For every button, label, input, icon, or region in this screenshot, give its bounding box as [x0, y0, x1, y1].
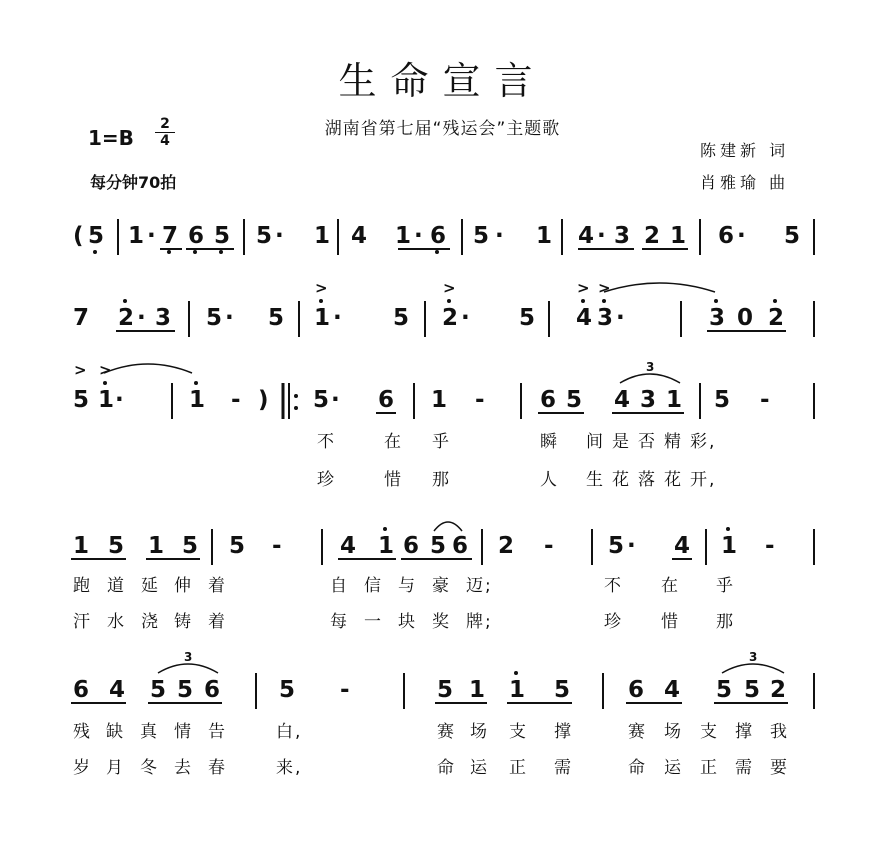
composer-credit: 肖雅瑜 曲 [700, 173, 790, 192]
row2-note: 2 [118, 305, 135, 331]
row3-note: 1 [431, 387, 448, 413]
row1-note: 5 [88, 223, 105, 249]
lyric-verse2: 春 [208, 758, 227, 778]
lyric-verse1: 告 [208, 722, 227, 742]
row5-note: 1 [509, 677, 526, 703]
row1-note: 6 [718, 223, 735, 249]
slur-tie [434, 522, 462, 531]
octave-dot [714, 299, 718, 303]
row4-note: 6 [452, 533, 469, 559]
accent-mark: > [74, 361, 87, 379]
lyric-verse1: 撑 [735, 722, 754, 742]
row4-note: 1 [378, 533, 395, 559]
lyric-verse1: 不 [604, 576, 623, 596]
row1-note: 6 [430, 223, 447, 249]
lyric-verse1: 赛 [437, 722, 456, 742]
row4-note: - [272, 533, 282, 559]
octave-dot [383, 527, 387, 531]
row1-note: 5 [784, 223, 801, 249]
row3-note: - [231, 387, 241, 413]
row4-note: 6 [403, 533, 420, 559]
row5-note: 1 [469, 677, 486, 703]
row3-note: ) [258, 387, 269, 413]
lyric-verse2: 人 [540, 470, 559, 490]
lyric-verse2: 奖 [432, 612, 451, 632]
row2-note: · [137, 305, 146, 331]
row3-note: 6 [378, 387, 395, 413]
triplet-number: 3 [184, 650, 193, 664]
lyric-verse2: 需 [735, 758, 754, 778]
row2-note: 4 [576, 305, 593, 331]
lyric-verse2: 每 [330, 612, 349, 632]
row1-note: 1 [670, 223, 687, 249]
lyric-verse1: 撑 [554, 722, 573, 742]
lyric-verse2: 汗 [73, 612, 92, 632]
lyric-verse2: 一 [364, 612, 383, 632]
row1-note: ( [73, 223, 84, 249]
row1-note: 1 [536, 223, 553, 249]
row5-note: 5 [716, 677, 733, 703]
row2-note: · [616, 305, 625, 331]
octave-dot [581, 299, 585, 303]
lyric-verse1: 情 [174, 722, 193, 742]
row3-note: 4 [614, 387, 631, 413]
row3-note: 1 [189, 387, 206, 413]
row5-note: 4 [109, 677, 126, 703]
row2-note: 3 [709, 305, 726, 331]
row3-note: - [475, 387, 485, 413]
lyric-verse1: 伸 [174, 576, 193, 596]
row1-note: 1 [395, 223, 412, 249]
row1-note: 4 [351, 223, 368, 249]
row4-note: 1 [721, 533, 738, 559]
row2-note: 3 [597, 305, 614, 331]
lyric-verse1: 真 [140, 722, 159, 742]
lyric-verse1: 白, [276, 722, 303, 742]
row1-note: 6 [188, 223, 205, 249]
lyric-verse2: 生 [586, 470, 605, 490]
octave-dot [194, 381, 198, 385]
lyric-verse1: 信 [364, 576, 383, 596]
row3-note: 1 [666, 387, 683, 413]
row1-note: · [147, 223, 156, 249]
row3-note: 5 [313, 387, 330, 413]
row2-note: 5 [268, 305, 285, 331]
row2-note: 2 [442, 305, 459, 331]
row4-note: 1 [148, 533, 165, 559]
lyric-verse2: 铸 [174, 612, 193, 632]
lyric-verse1: 残 [73, 722, 92, 742]
lyric-verse2: 冬 [140, 758, 159, 778]
accent-mark: > [598, 279, 611, 297]
row4-note: 2 [498, 533, 515, 559]
row5-note: 5 [744, 677, 761, 703]
row1-note: · [414, 223, 423, 249]
row1-note: · [275, 223, 284, 249]
row2-note: 5 [206, 305, 223, 331]
row3-note: 3 [640, 387, 657, 413]
slur-tie [604, 283, 715, 292]
accent-mark: > [315, 279, 328, 297]
row4-note: - [544, 533, 554, 559]
lyric-verse2: 开, [690, 470, 717, 490]
tempo-marking: 每分钟70拍 [90, 173, 177, 192]
lyric-verse2: 命 [628, 758, 647, 778]
time-signature-bottom: 4 [160, 133, 170, 149]
row4-note: 5 [108, 533, 125, 559]
lyric-verse1: 乎 [716, 576, 735, 596]
repeat-dot [294, 394, 298, 398]
lyric-verse2: 落 [638, 470, 657, 490]
row2-note: 5 [393, 305, 410, 331]
lyric-verse2: 正 [700, 758, 719, 778]
row4-note: 5 [229, 533, 246, 559]
accent-mark: > [443, 279, 456, 297]
accent-mark: > [99, 361, 112, 379]
lyric-verse1: 场 [664, 722, 683, 742]
lyricist-credit: 陈建新 词 [700, 141, 790, 160]
octave-dot [93, 250, 97, 254]
lyric-verse2: 需 [554, 758, 573, 778]
octave-dot [726, 527, 730, 531]
row5-note: - [340, 677, 350, 703]
lyric-verse1: 不 [317, 432, 336, 452]
row1-note: 3 [614, 223, 631, 249]
lyric-verse2: 正 [509, 758, 528, 778]
lyric-verse2: 要 [770, 758, 789, 778]
song-subtitle: 湖南省第七届“残运会”主题歌 [324, 119, 561, 139]
time-signature-top: 2 [155, 116, 175, 133]
row4-note: 5 [608, 533, 625, 559]
row4-note: 4 [674, 533, 691, 559]
lyric-verse2: 那 [432, 470, 451, 490]
lyric-verse1: 乎 [432, 432, 451, 452]
row2-note: · [333, 305, 342, 331]
repeat-dot [294, 406, 298, 410]
slur-tie [158, 664, 218, 673]
row2-note: 0 [737, 305, 754, 331]
slur-tie [104, 364, 192, 373]
row4-note: 1 [73, 533, 90, 559]
lyric-verse2: 珍 [317, 470, 336, 490]
lyric-verse1: 跑 [73, 576, 92, 596]
row2-note: 2 [768, 305, 785, 331]
accent-mark: > [577, 279, 590, 297]
lyric-verse1: 支 [509, 722, 528, 742]
slur-tie [722, 664, 784, 673]
row5-note: 4 [664, 677, 681, 703]
song-title: 生命宣言 [338, 59, 547, 103]
lyric-verse1: 延 [141, 576, 160, 596]
row5-note: 6 [628, 677, 645, 703]
octave-dot [435, 250, 439, 254]
lyric-verse2: 月 [106, 758, 125, 778]
row3-note: · [331, 387, 340, 413]
lyric-verse2: 来, [276, 758, 303, 778]
lyric-verse1: 彩, [690, 432, 717, 452]
row2-note: · [225, 305, 234, 331]
row1-note: · [737, 223, 746, 249]
row3-note: - [760, 387, 770, 413]
lyric-verse2: 浇 [141, 612, 160, 632]
lyric-verse2: 岁 [73, 758, 92, 778]
row5-note: 6 [73, 677, 90, 703]
lyric-verse1: 自 [330, 576, 349, 596]
row1-note: 2 [644, 223, 661, 249]
row3-note: 5 [566, 387, 583, 413]
slur-tie [620, 374, 680, 383]
octave-dot [193, 250, 197, 254]
lyric-verse2: 花 [612, 470, 631, 490]
octave-dot [103, 381, 107, 385]
row1-note: 7 [162, 223, 179, 249]
row4-note: - [765, 533, 775, 559]
lyric-verse1: 赛 [628, 722, 647, 742]
row2-note: 1 [314, 305, 331, 331]
octave-dot [447, 299, 451, 303]
row3-note: 6 [540, 387, 557, 413]
key-signature: 1=B [88, 126, 134, 150]
row1-note: 5 [256, 223, 273, 249]
lyric-verse1: 间 [586, 432, 605, 452]
row1-note: · [597, 223, 606, 249]
row1-note: 4 [578, 223, 595, 249]
lyric-verse2: 珍 [604, 612, 623, 632]
row1-note: 5 [473, 223, 490, 249]
lyric-verse1: 在 [661, 576, 680, 596]
octave-dot [514, 671, 518, 675]
lyric-verse2: 惜 [661, 612, 680, 632]
lyric-verse1: 场 [470, 722, 489, 742]
lyric-verse1: 否 [638, 432, 657, 452]
row4-note: 5 [182, 533, 199, 559]
lyric-verse2: 着 [208, 612, 227, 632]
lyric-verse2: 运 [664, 758, 683, 778]
lyric-verse2: 惜 [384, 470, 403, 490]
row4-note: 5 [430, 533, 447, 559]
octave-dot [319, 299, 323, 303]
lyric-verse2: 去 [174, 758, 193, 778]
row3-note: · [115, 387, 124, 413]
lyric-verse1: 在 [384, 432, 403, 452]
lyric-verse1: 缺 [106, 722, 125, 742]
row2-note: 3 [155, 305, 172, 331]
lyric-verse1: 支 [700, 722, 719, 742]
row3-note: 1 [98, 387, 115, 413]
row2-note: 5 [519, 305, 536, 331]
lyric-verse1: 道 [107, 576, 126, 596]
octave-dot [773, 299, 777, 303]
row5-note: 5 [150, 677, 167, 703]
lyric-verse1: 我 [770, 722, 789, 742]
triplet-number: 3 [749, 650, 758, 664]
octave-dot [219, 250, 223, 254]
lyric-verse1: 着 [208, 576, 227, 596]
row4-note: · [627, 533, 636, 559]
lyric-verse2: 花 [664, 470, 683, 490]
octave-dot [167, 250, 171, 254]
lyric-verse1: 是 [612, 432, 631, 452]
lyric-verse1: 与 [398, 576, 417, 596]
triplet-number: 3 [646, 360, 655, 374]
lyric-verse2: 牌; [466, 612, 493, 632]
lyric-verse2: 块 [398, 612, 417, 632]
octave-dot [123, 299, 127, 303]
row3-note: 5 [73, 387, 90, 413]
lyric-verse2: 水 [107, 612, 126, 632]
row2-note: 7 [73, 305, 90, 331]
row5-note: 5 [554, 677, 571, 703]
row1-note: 1 [314, 223, 331, 249]
lyric-verse2: 那 [716, 612, 735, 632]
row5-note: 5 [177, 677, 194, 703]
row4-note: 4 [340, 533, 357, 559]
lyric-verse1: 瞬 [540, 432, 559, 452]
row1-note: 5 [214, 223, 231, 249]
row1-note: · [495, 223, 504, 249]
lyric-verse1: 精 [664, 432, 683, 452]
lyric-verse1: 迈; [466, 576, 493, 596]
lyric-verse2: 运 [470, 758, 489, 778]
octave-dot [602, 299, 606, 303]
row3-note: 5 [714, 387, 731, 413]
row5-note: 5 [437, 677, 454, 703]
row5-note: 5 [279, 677, 296, 703]
row5-note: 6 [204, 677, 221, 703]
lyric-verse2: 命 [437, 758, 456, 778]
row2-note: · [461, 305, 470, 331]
row1-note: 1 [128, 223, 145, 249]
row5-note: 2 [770, 677, 787, 703]
lyric-verse1: 豪 [432, 576, 451, 596]
